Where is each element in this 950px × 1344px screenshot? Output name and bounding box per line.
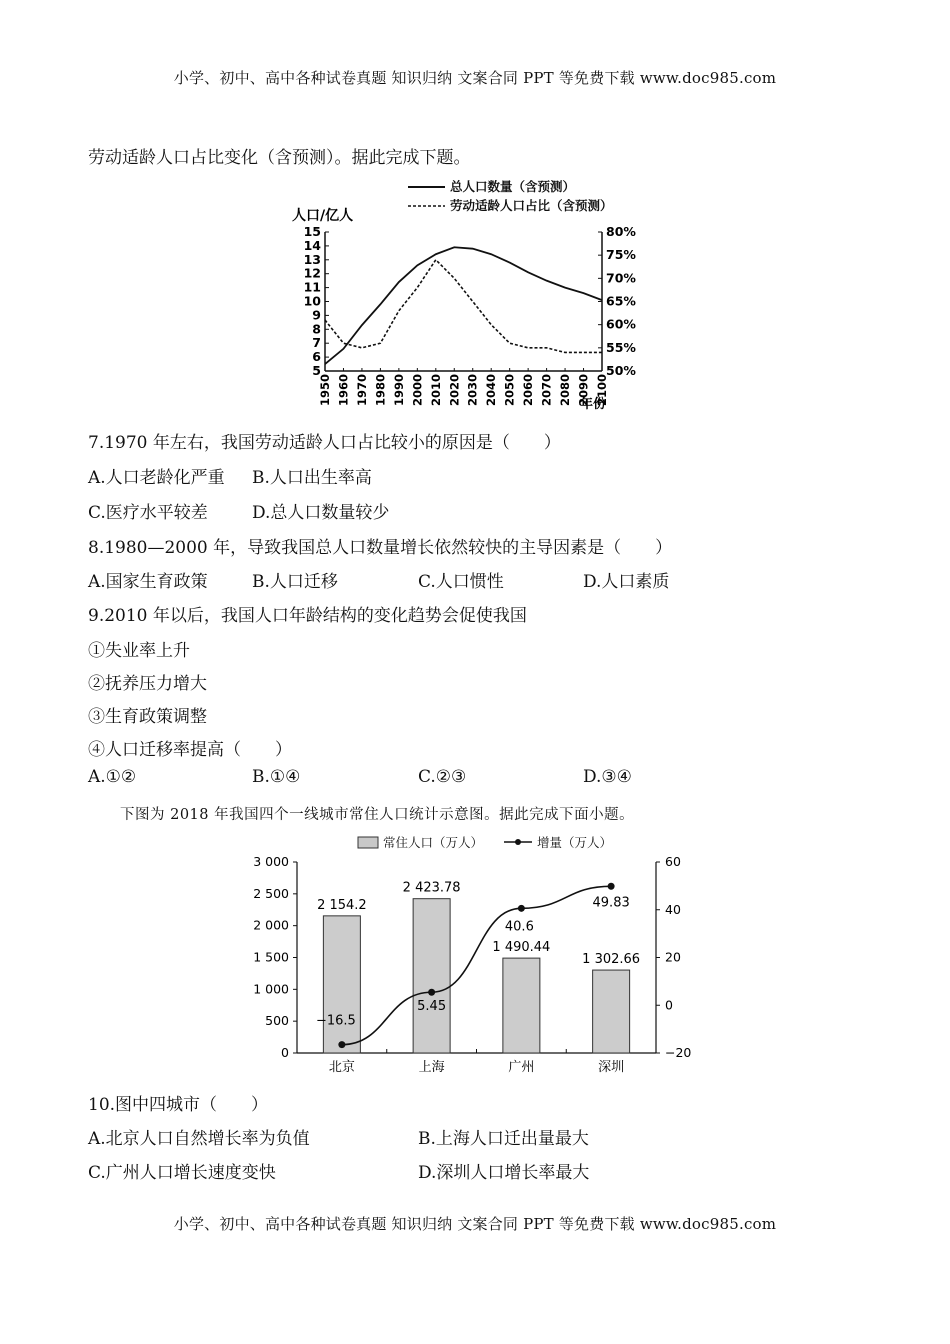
q7-option-d[interactable]: D.总人口数量较少 (252, 503, 390, 523)
q8-option-b[interactable]: B.人口迁移 (252, 572, 338, 592)
increment-point (608, 883, 615, 890)
right-tick-label: 75% (606, 247, 636, 263)
left-tick-label: 7 (312, 335, 321, 351)
right-tick-label: 0 (665, 997, 673, 1013)
x-tick-label: 2080 (558, 374, 573, 407)
x-tick-label: 2000 (410, 374, 425, 407)
legend-working-age-share: 劳动适龄人口占比（含预测） (450, 198, 613, 213)
page-header: 小学、初中、高中各种试卷真题 知识归纳 文案合同 PPT 等免费下载 www.doc985.com (173, 69, 777, 87)
category-label: 上海 (418, 1060, 445, 1075)
increment-line (342, 886, 611, 1044)
population-bar (323, 916, 360, 1053)
increment-point (428, 989, 435, 996)
legend-line-marker (515, 839, 521, 845)
x-tick-label: 2010 (428, 374, 443, 407)
category-label: 北京 (328, 1060, 355, 1075)
increment-value-label: 49.83 (592, 895, 630, 911)
left-tick-label: 2 500 (253, 885, 289, 901)
q9-item-3: ③生育政策调整 (88, 707, 207, 727)
x-tick-label: 2070 (539, 374, 554, 407)
category-label: 深圳 (598, 1060, 625, 1075)
left-tick-label: 11 (303, 279, 321, 295)
left-tick-label: 15 (303, 224, 321, 239)
q9-item-1: ①失业率上升 (88, 641, 190, 661)
right-tick-label: 80% (606, 224, 636, 239)
left-tick-label: 12 (303, 265, 321, 281)
category-label: 广州 (508, 1060, 535, 1075)
left-tick-label: 1 500 (253, 949, 289, 965)
x-tick-label: 1960 (336, 374, 351, 407)
q7-option-b[interactable]: B.人口出生率高 (252, 468, 372, 488)
left-tick-label: 5 (312, 363, 321, 378)
left-tick-label: 8 (312, 321, 321, 337)
increment-point (518, 905, 525, 912)
q8-option-d[interactable]: D.人口素质 (583, 572, 670, 592)
right-tick-label: 40 (665, 901, 681, 917)
q7-stem: 7.1970 年左右，我国劳动适龄人口占比较小的原因是（ ） (88, 433, 561, 453)
q9-option-b[interactable]: B.①④ (252, 767, 301, 787)
right-tick-label: 60 (665, 854, 681, 869)
q10-stem: 10.图中四城市（ ） (88, 1095, 269, 1115)
left-tick-label: 10 (303, 293, 321, 309)
legend-resident-population: 常住人口（万人） (383, 835, 484, 850)
x-tick-label: 2060 (521, 374, 536, 407)
city-population-chart (240, 828, 710, 1080)
right-tick-label: 20 (665, 949, 681, 965)
x-tick-label: 2050 (502, 374, 517, 407)
bar-value-label: 1 490.44 (492, 940, 551, 956)
left-tick-label: 13 (303, 251, 321, 267)
population-line-chart (280, 175, 660, 415)
x-tick-label: 1990 (391, 374, 406, 407)
x-tick-label: 2040 (484, 374, 499, 407)
right-tick-label: 55% (606, 339, 636, 355)
bar-value-label: 1 302.66 (582, 952, 641, 968)
page-footer: 小学、初中、高中各种试卷真题 知识归纳 文案合同 PPT 等免费下载 www.doc985.com (173, 1215, 777, 1233)
q9-item-4: ④人口迁移率提高（ ） (88, 740, 292, 760)
population-bar (593, 970, 630, 1053)
q9-stem: 9.2010 年以后，我国人口年龄结构的变化趋势会促使我国 (88, 606, 527, 626)
q7-option-c[interactable]: C.医疗水平较差 (88, 503, 208, 523)
right-tick-label: 70% (606, 270, 636, 286)
left-tick-label: 6 (312, 349, 321, 365)
q10-option-d[interactable]: D.深圳人口增长率最大 (418, 1163, 590, 1183)
q8-stem: 8.1980—2000 年，导致我国总人口数量增长依然较快的主导因素是（ ） (88, 538, 673, 558)
x-tick-label: 2090 (576, 374, 591, 407)
left-tick-label: 3 000 (253, 854, 289, 869)
legend-total-population: 总人口数量（含预测） (450, 179, 576, 194)
left-tick-label: 500 (265, 1013, 289, 1029)
x-tick-label: 2030 (465, 374, 480, 407)
intro-text-1: 劳动适龄人口占比变化（含预测）。据此完成下题。 (88, 148, 471, 168)
increment-point (338, 1041, 345, 1048)
increment-value-label: −16.5 (315, 1013, 356, 1029)
q7-option-a[interactable]: A.人口老龄化严重 (88, 468, 225, 488)
right-tick-label: 60% (606, 316, 636, 332)
q9-option-c[interactable]: C.②③ (418, 767, 467, 787)
q9-item-2: ②抚养压力增大 (88, 674, 207, 694)
population-bar (503, 958, 540, 1053)
q9-option-a[interactable]: A.①② (88, 767, 137, 787)
total-population-line (325, 247, 602, 364)
q9-option-d[interactable]: D.③④ (583, 767, 632, 787)
x-tick-label: 1970 (354, 374, 369, 407)
left-tick-label: 1 000 (253, 981, 289, 997)
right-tick-label: 50% (606, 363, 636, 378)
working-age-share-line (325, 260, 602, 353)
increment-value-label: 5.45 (417, 999, 447, 1015)
bar-value-label: 2 423.78 (402, 880, 461, 896)
population-bar (413, 899, 450, 1053)
legend-increment: 增量（万人） (537, 835, 613, 850)
left-axis-title: 人口/亿人 (292, 208, 354, 224)
q8-option-c[interactable]: C.人口惯性 (418, 572, 504, 592)
left-tick-label: 9 (312, 307, 321, 323)
legend-bar-swatch (358, 837, 378, 848)
x-tick-label: 1950 (318, 374, 332, 407)
left-tick-label: 14 (303, 237, 321, 253)
q10-option-c[interactable]: C.广州人口增长速度变快 (88, 1163, 276, 1183)
left-tick-label: 2 000 (253, 917, 289, 933)
x-tick-label: 2100 (595, 374, 609, 407)
x-tick-label: 1980 (373, 374, 388, 407)
x-axis-title: 年份 (580, 397, 607, 412)
q10-option-b[interactable]: B.上海人口迁出量最大 (418, 1129, 589, 1149)
left-tick-label: 0 (281, 1045, 289, 1060)
bar-value-label: 2 154.2 (317, 897, 367, 913)
increment-value-label: 40.6 (504, 919, 534, 935)
q10-option-a[interactable]: A.北京人口自然增长率为负值 (88, 1129, 310, 1149)
x-tick-label: 2020 (447, 374, 462, 407)
q8-option-a[interactable]: A.国家生育政策 (88, 572, 208, 592)
right-tick-label: 65% (606, 293, 636, 309)
intro-text-2: 下图为 2018 年我国四个一线城市常住人口统计示意图。据此完成下面小题。 (120, 807, 635, 823)
right-tick-label: −20 (665, 1045, 692, 1060)
